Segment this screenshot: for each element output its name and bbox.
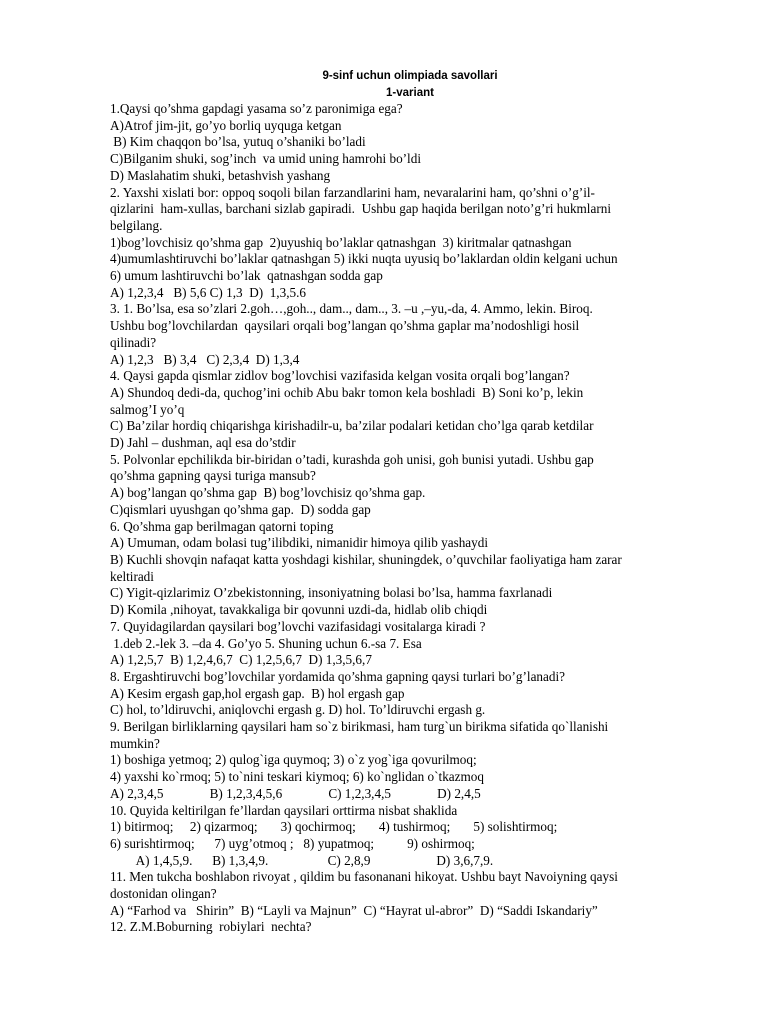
- text-line: 6. Qo’shma gap berilmagan qatorni toping: [110, 518, 334, 534]
- text-line: D) Jahl – dushman, aql esa do’stdir: [110, 435, 296, 451]
- text-line: A) Umuman, odam bolasi tug’ilibdiki, nimanidir himoya qilib yashaydi: [110, 535, 488, 551]
- text-line: D) Komila ,nihoyat, tavakkaliga bir qovunni uzdi-da, hidlab olib chiqdi: [110, 602, 488, 618]
- text-line: 4. Qaysi gapda qismlar zidlov bog’lovchisi vazifasida kelgan vosita orqali bog’langan?: [110, 368, 570, 384]
- text-line: C) Ba’zilar hordiq chiqarishga kirishadilr-u, ba’zilar podalari ketidan cho’lga qarab ketdilar: [110, 418, 594, 434]
- text-line: C) Yigit-qizlarimiz O’zbekistonning, insoniyatning bolasi bo’lsa, hamma faxrlanadi: [110, 585, 553, 601]
- text-line: 2. Yaxshi xislati bor: oppoq soqoli bilan farzandlarini ham, nevaralarini ham, qo’shni o’g’il-: [110, 184, 595, 200]
- text-line: 6) surishtirmoq; 7) uyg’otmoq ; 8) yupatmoq; 9) oshirmoq;: [110, 835, 475, 851]
- text-line: 10. Quyida keltirilgan fe’llardan qaysilari orttirma nisbat shaklida: [110, 802, 458, 818]
- text-line: A) 1,2,5,7 B) 1,2,4,6,7 C) 1,2,5,6,7 D) 1,3,5,6,7: [110, 652, 372, 668]
- text-line: 1)bog’lovchisiz qo’shma gap 2)uyushiq bo’laklar qatnashgan 3) kiritmalar qatnashgan: [110, 234, 572, 250]
- text-line: A) Kesim ergash gap,hol ergash gap. B) hol ergash gap: [110, 685, 405, 701]
- variant-label: 1-variant: [386, 86, 434, 99]
- document-page: [110, 68, 710, 936]
- text-line: B) Kim chaqqon bo’lsa, yutuq o’shaniki bo’ladi: [110, 134, 366, 150]
- text-line: qizlarini ham-xullas, barchani sizlab gapiradi. Ushbu gap haqida berilgan noto’g’ri hukmlarni: [110, 201, 611, 217]
- text-line: A) 1,2,3 B) 3,4 C) 2,3,4 D) 1,3,4: [110, 351, 300, 367]
- text-line: mumkin?: [110, 735, 160, 751]
- text-line: 12. Z.M.Boburning robiylari nechta?: [110, 919, 312, 935]
- text-line: C)Bilganim shuki, sog’inch va umid uning hamrohi bo’ldi: [110, 151, 421, 167]
- text-line: 1) boshiga yetmoq; 2) qulog`iga quymoq; 3) o`z yog`iga qovurilmoq;: [110, 752, 477, 768]
- text-line: qo’shma gapning qaysi turiga mansub?: [110, 468, 316, 484]
- text-line: 9. Berilgan birliklarning qaysilari ham so`z birikmasi, ham turg`un birikma sifatida qo`llanishi: [110, 719, 609, 735]
- text-line: B) Kuchli shovqin nafaqat katta yoshdagi kishilar, shuningdek, o’quvchilar faoliyatiga ham zarar: [110, 551, 622, 567]
- text-line: A) Shundoq dedi-da, quchog’ini ochib Abu bakr tomon kela boshladi B) Soni ko’p, lekin: [110, 384, 584, 400]
- text-line: C) hol, to’ldiruvchi, aniqlovchi ergash g. D) hol. To’ldiruvchi ergash g.: [110, 702, 486, 718]
- text-line: 1.Qaysi qo’shma gapdagi yasama so’z paronimiga ega?: [110, 101, 403, 116]
- text-line: 4) yaxshi ko`rmoq; 5) to`nini teskari kiymoq; 6) ko`nglidan o`tkazmoq: [110, 769, 484, 785]
- text-line: 3. 1. Bo’lsa, esa so’zlari 2.goh…,goh.., dam.., dam.., 3. –u ,–yu,-da, 4. Ammo, lekin. Biroq.: [110, 301, 593, 317]
- text-line: 11. Men tukcha boshlabon rivoyat , qildim bu fasonanani hikoyat. Ushbu bayt Navoiyning qaysi: [110, 869, 618, 885]
- text-line: A) 1,4,5,9. B) 1,3,4,9. C) 2,8,9 D) 3,6,7,9.: [110, 852, 494, 868]
- text-line: 7. Quyidagilardan qaysilari bog’lovchi vazifasidagi vositalarga kiradi ?: [110, 618, 486, 634]
- text-line: belgilang.: [110, 217, 163, 233]
- text-line: C)qismlari uyushgan qo’shma gap. D) sodda gap: [110, 501, 371, 517]
- document-title: 9-sinf uchun olimpiada savollari: [322, 70, 498, 82]
- text-line: 8. Ergashtiruvchi bog’lovchilar yordamida qo’shma gapning qaysi turlari bo’g’lanadi?: [110, 668, 565, 684]
- text-line: 6) umum lashtiruvchi bo’lak qatnashgan sodda gap: [110, 268, 383, 284]
- text-line: qilinadi?: [110, 334, 157, 350]
- text-line: salmog’I yo’q: [110, 401, 185, 417]
- text-line: A) 2,3,4,5 B) 1,2,3,4,5,6 C) 1,2,3,4,5 D) 2,4,5: [110, 785, 481, 801]
- text-line: dostonidan olingan?: [110, 886, 217, 902]
- document-body: [110, 101, 710, 936]
- text-line: A)Atrof jim-jit, go’yo borliq uyquga ketgan: [110, 117, 342, 133]
- text-line: 5. Polvonlar epchilikda bir-biridan o’tadi, kurashda goh unisi, goh bunisi yutadi. Ushbu gap: [110, 451, 594, 467]
- text-line: D) Maslahatim shuki, betashvish yashang: [110, 167, 331, 183]
- text-line: A) 1,2,3,4 B) 5,6 C) 1,3 D) 1,3,5.6: [110, 284, 306, 300]
- text-line: Ushbu bog’lovchilardan qaysilari orqali bog’langan qo’shma gaplar ma’nodoshligi hosil: [110, 318, 580, 334]
- text-line: keltiradi: [110, 568, 154, 584]
- text-line: A) “Farhod va Shirin” B) “Layli va Majnun” C) “Hayrat ul-abror” D) “Saddi Iskandariy”: [110, 902, 598, 918]
- text-line: 1) bitirmoq; 2) qizarmoq; 3) qochirmoq; 4) tushirmoq; 5) solishtirmoq;: [110, 819, 558, 835]
- text-line: 1.deb 2.-lek 3. –da 4. Go’yo 5. Shuning uchun 6.-sa 7. Esa: [110, 635, 422, 651]
- text-line: 4)umumlashtiruvchi bo’laklar qatnashgan 5) ikki nuqta uyusiq bo’laklardan oldin kelgani uchun: [110, 251, 618, 267]
- text-line: A) bog’langan qo’shma gap B) bog’lovchisiz qo’shma gap.: [110, 485, 426, 501]
